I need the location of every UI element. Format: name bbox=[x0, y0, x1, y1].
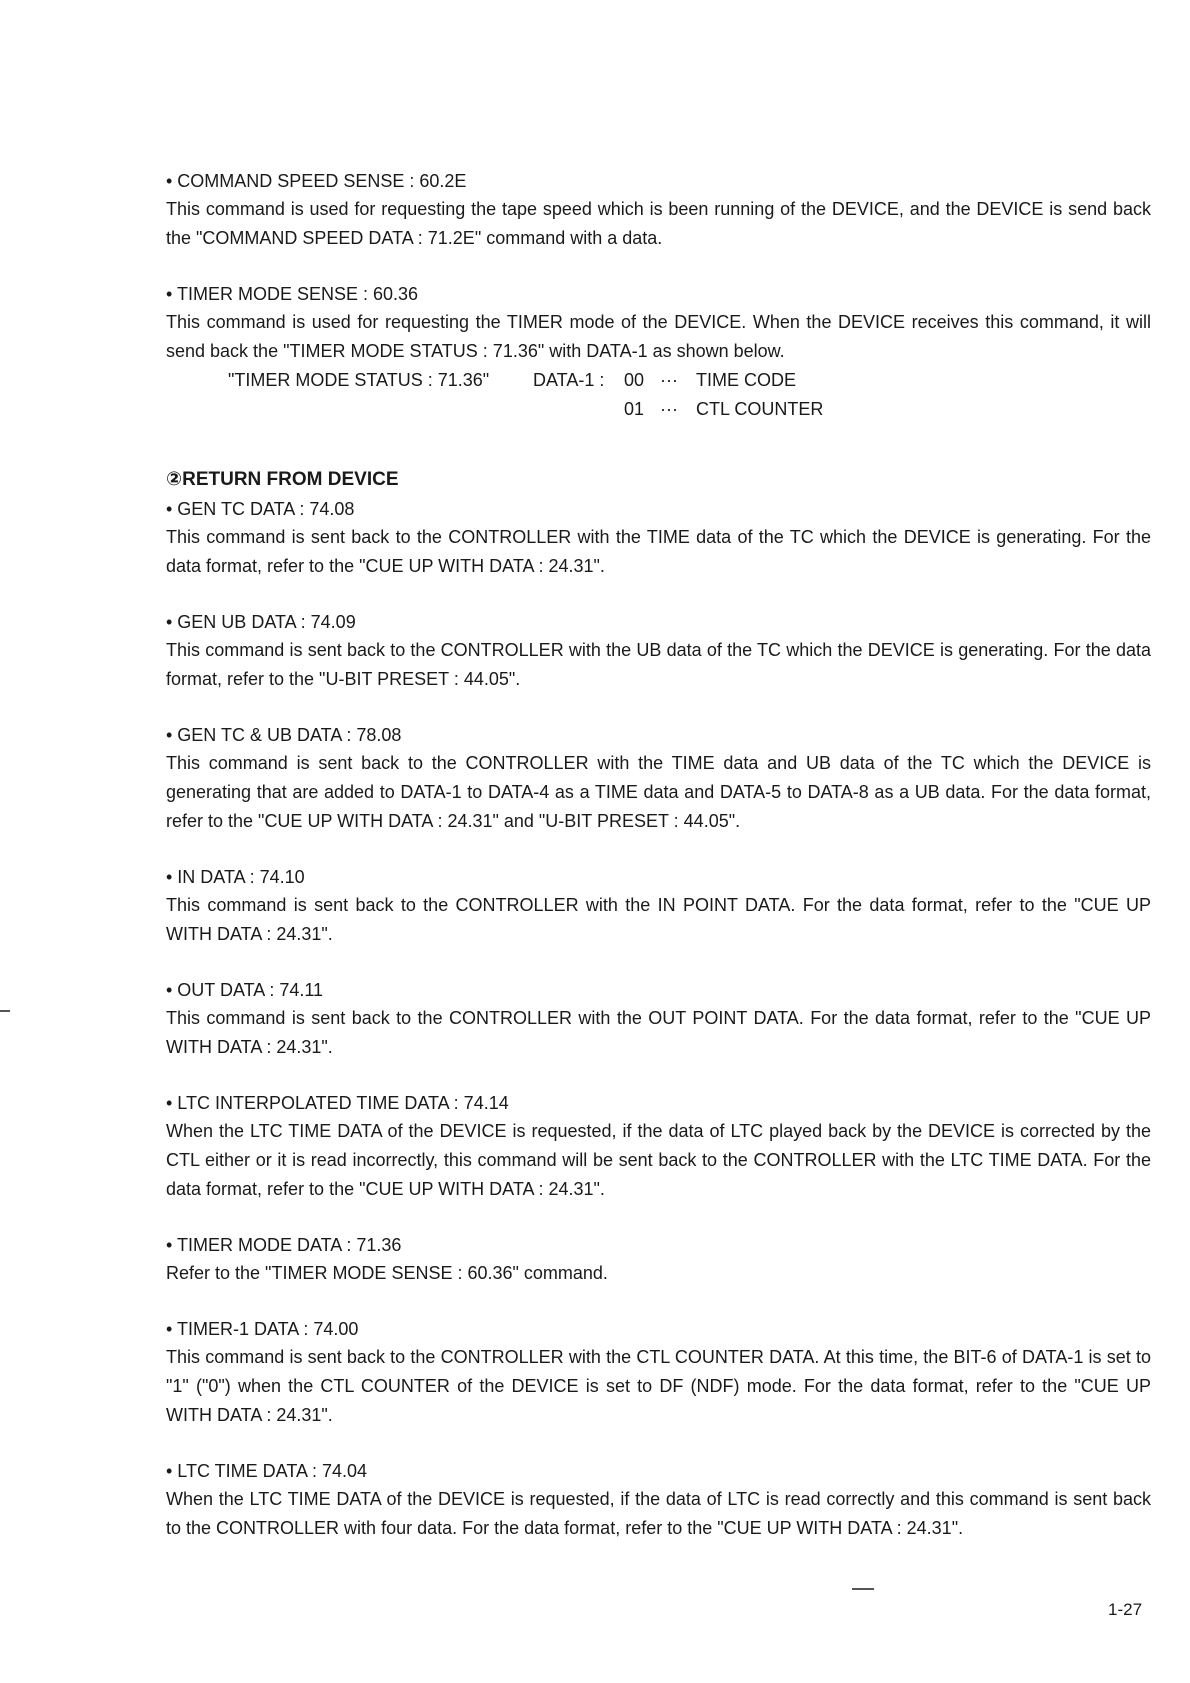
command-heading: • TIMER-1 DATA : 74.00 bbox=[166, 1319, 359, 1339]
command-heading: • COMMAND SPEED SENSE : 60.2E bbox=[166, 171, 467, 191]
command-description: This command is sent back to the CONTROLLER with the CTL COUNTER DATA. At this time, the BIT-6 of DATA-1 is set to "1" ("0") when the CTL COUNTER of the DEVICE is set to DF (NDF) mode. For the data format, refer to the "CUE UP WITH DATA : 24.31". bbox=[166, 1347, 1151, 1425]
command-description: When the LTC TIME DATA of the DEVICE is requested, if the data of LTC played back by the DEVICE is corrected by the CTL either or it is read incorrectly, this command will be sent back to the CONTROLLER with the LTC TIME DATA. For the data format, refer to the "CUE UP WITH DATA : 24.31". bbox=[166, 1121, 1151, 1199]
margin-mark bbox=[0, 1010, 10, 1012]
timer-table-dots: ··· bbox=[660, 399, 678, 419]
timer-mode-table bbox=[166, 366, 1151, 426]
command-heading: • LTC TIME DATA : 74.04 bbox=[166, 1461, 368, 1481]
command-entry bbox=[166, 1232, 1151, 1288]
command-entry bbox=[166, 1090, 1151, 1204]
timer-table-label: "TIMER MODE STATUS : 71.36" bbox=[228, 370, 490, 390]
command-entry bbox=[166, 1316, 1151, 1430]
section-number: ② bbox=[166, 469, 183, 490]
command-entry bbox=[166, 722, 1151, 836]
command-entry bbox=[166, 281, 1151, 366]
command-description: This command is sent back to the CONTROLLER with the OUT POINT DATA. For the data format, refer to the "CUE UP WITH DATA : 24.31". bbox=[166, 1008, 1151, 1057]
command-description: This command is sent back to the CONTROLLER with the TIME data of the TC which the DEVICE is generating. For the data format, refer to the "CUE UP WITH DATA : 24.31". bbox=[166, 527, 1151, 576]
command-description: This command is used for requesting the tape speed which is been running of the DEVICE, and the DEVICE is send back the "COMMAND SPEED DATA : 71.2E" command with a data. bbox=[166, 199, 1151, 248]
command-heading: • TIMER MODE SENSE : 60.36 bbox=[166, 284, 419, 304]
command-entry bbox=[166, 1458, 1151, 1543]
command-description: This command is used for requesting the TIMER mode of the DEVICE. When the DEVICE receives this command, it will send back the "TIMER MODE STATUS : 71.36" with DATA-1 as shown below. bbox=[166, 312, 1151, 361]
command-description: This command is sent back to the CONTROLLER with the UB data of the TC which the DEVICE is generating. For the data format, refer to the "U-BIT PRESET : 44.05". bbox=[166, 640, 1151, 689]
command-entry bbox=[166, 864, 1151, 949]
command-heading: • GEN TC & UB DATA : 78.08 bbox=[166, 725, 402, 745]
command-heading: • GEN UB DATA : 74.09 bbox=[166, 612, 356, 632]
command-entry bbox=[166, 609, 1151, 694]
command-description: Refer to the "TIMER MODE SENSE : 60.36" command. bbox=[166, 1263, 608, 1283]
document-page bbox=[166, 168, 1151, 1571]
timer-table-code: 01 bbox=[624, 399, 645, 419]
timer-table-data-label: DATA-1 : bbox=[533, 370, 605, 390]
command-entry bbox=[166, 168, 1151, 253]
scan-mark bbox=[852, 1588, 874, 1590]
command-heading: • OUT DATA : 74.11 bbox=[166, 980, 324, 1000]
command-description: When the LTC TIME DATA of the DEVICE is requested, if the data of LTC is read correctly and this command is sent back to the CONTROLLER with four data. For the data format, refer to the "CUE UP WITH DATA : 24.31". bbox=[166, 1489, 1151, 1538]
command-entry bbox=[166, 496, 1151, 581]
timer-table-meaning: CTL COUNTER bbox=[696, 399, 824, 419]
timer-table-meaning: TIME CODE bbox=[696, 370, 797, 390]
section-title-text: RETURN FROM DEVICE bbox=[182, 469, 399, 490]
command-heading: • IN DATA : 74.10 bbox=[166, 867, 305, 887]
section-title bbox=[166, 466, 1151, 494]
command-entry bbox=[166, 977, 1151, 1062]
command-heading: • LTC INTERPOLATED TIME DATA : 74.14 bbox=[166, 1093, 509, 1113]
command-description: This command is sent back to the CONTROLLER with the IN POINT DATA. For the data format, refer to the "CUE UP WITH DATA : 24.31". bbox=[166, 895, 1151, 944]
page-number: 1-27 bbox=[1108, 1600, 1143, 1619]
command-description: This command is sent back to the CONTROLLER with the TIME data and UB data of the TC which the DEVICE is generating that are added to DATA-1 to DATA-4 as a TIME data and DATA-5 to DATA-8 as a UB data. For the data format, refer to the "CUE UP WITH DATA : 24.31" and "U-BIT PRESET : 44.05". bbox=[166, 753, 1151, 831]
command-heading: • GEN TC DATA : 74.08 bbox=[166, 499, 355, 519]
timer-table-dots: ··· bbox=[660, 370, 678, 390]
timer-table-code: 00 bbox=[624, 370, 645, 390]
command-heading: • TIMER MODE DATA : 71.36 bbox=[166, 1235, 402, 1255]
